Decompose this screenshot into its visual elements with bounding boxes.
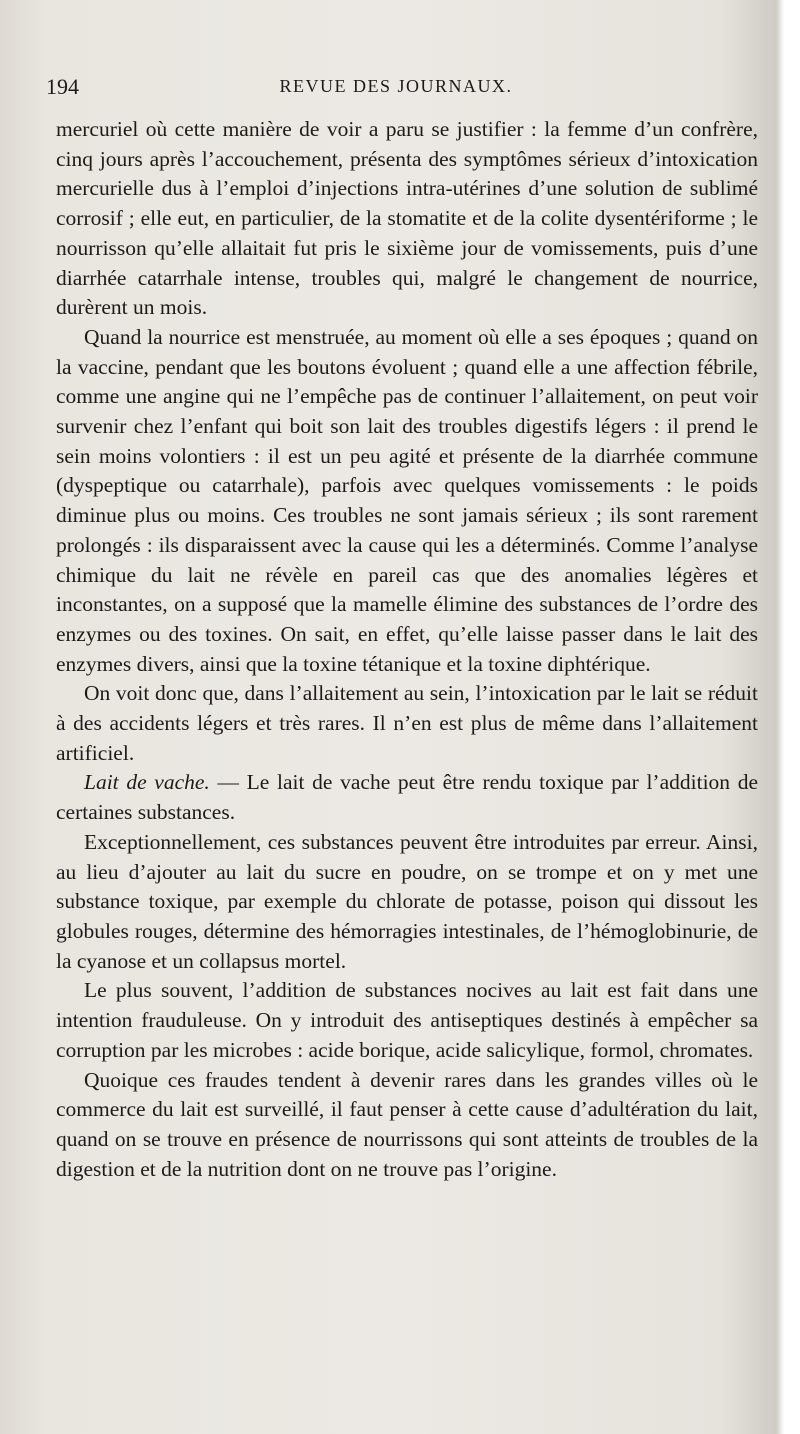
paragraph [56,323,758,679]
body-text [56,115,758,1184]
paragraph-text: — Le lait de vache peut être rendu toxique par l’addition de certaines substances. [56,770,759,825]
paragraph-continuation [56,115,758,323]
paragraph [56,679,758,768]
paragraph-text: Le plus souvent, l’addition de substances nocives au lait est fait dans une intention frauduleuse. On y introduit des antiseptiques destinés à empêcher sa corruption par les microbes : acide borique, acide salicylique, formol, chromates. [56,978,758,1062]
paragraph-text: Quoique ces fraudes tendent à devenir rares dans les grandes villes où le commerce du lait est surveillé, il faut penser à cette cause d’adultération du lait, quand on se trouve en présence de nourrissons qui sont atteints de troubles de la digestion et de la nutrition dont on ne trouve pas l’origine. [56,1067,758,1181]
page-number: 194 [46,74,79,99]
running-title: REVUE DES JOURNAUX. [279,76,513,96]
section-lead-heading: Lait de vache. [84,770,210,795]
page-header [40,74,752,102]
paragraph-text: On voit donc que, dans l’allaitement au sein, l’intoxication par le lait se réduit à des accidents légers et très rares. Il n’en est plus de même dans l’allaitement artificiel. [56,681,758,765]
paragraph-text: mercuriel où cette manière de voir a paru se justifier : la femme d’un confrère, cinq jours après l’accouchement, présenta des symptômes sérieux d’intoxication mercurielle dus à l’emploi d’injections intra-utérines d’une solution de sublimé corrosif ; elle eut, en particulier, de la stomatite et de la colite dysentériforme ; le nourrisson qu’elle allaitait fut pris le sixième jour de vomissements, puis d’une diarrhée catarrhale intense, troubles qui, malgré le changement de nourrice, durèrent un mois. [56,117,758,320]
paragraph [56,828,758,977]
paragraph-text: Quand la nourrice est menstruée, au moment où elle a ses époques ; quand on la vaccine, pendant que les boutons évoluent ; quand elle a une affection fébrile, comme une angine qui ne l’empêche pas de continuer l’allaitement, on peut voir survenir chez l’enfant qui boit son lait des troubles digestifs légers : il prend le sein moins volontiers : il est un peu agité et présente de la diarrhée commune (dyspeptique ou catarrhale), parfois avec quelques vomissements : le poids diminue plus ou moins. Ces troubles ne sont jamais sérieux ; ils sont rarement prolongés : ils disparaissent avec la cause qui les a déterminés. Comme l’analyse chimique du lait ne révèle en pareil cas que des anomalies légères et inconstantes, on a supposé que la mamelle élimine des substances de l’ordre des enzymes ou des toxines. On sait, en effet, qu’elle laisse passer dans le lait des enzymes divers, ainsi que la toxine tétanique et la toxine diphtérique. [56,324,758,676]
paragraph-lait-de-vache [56,768,758,827]
paragraph-text: Exceptionnellement, ces substances peuvent être introduites par erreur. Ainsi, au lieu d’ajouter au lait du sucre en poudre, on se trompe et on y met une substance toxique, par exemple du chlorate de potasse, poison qui dissout les globules rouges, détermine des hémorragies intestinales, de l’hémoglobinurie, de la cyanose et un collapsus mortel. [56,829,758,973]
paragraph [56,976,758,1065]
paragraph [56,1066,758,1185]
